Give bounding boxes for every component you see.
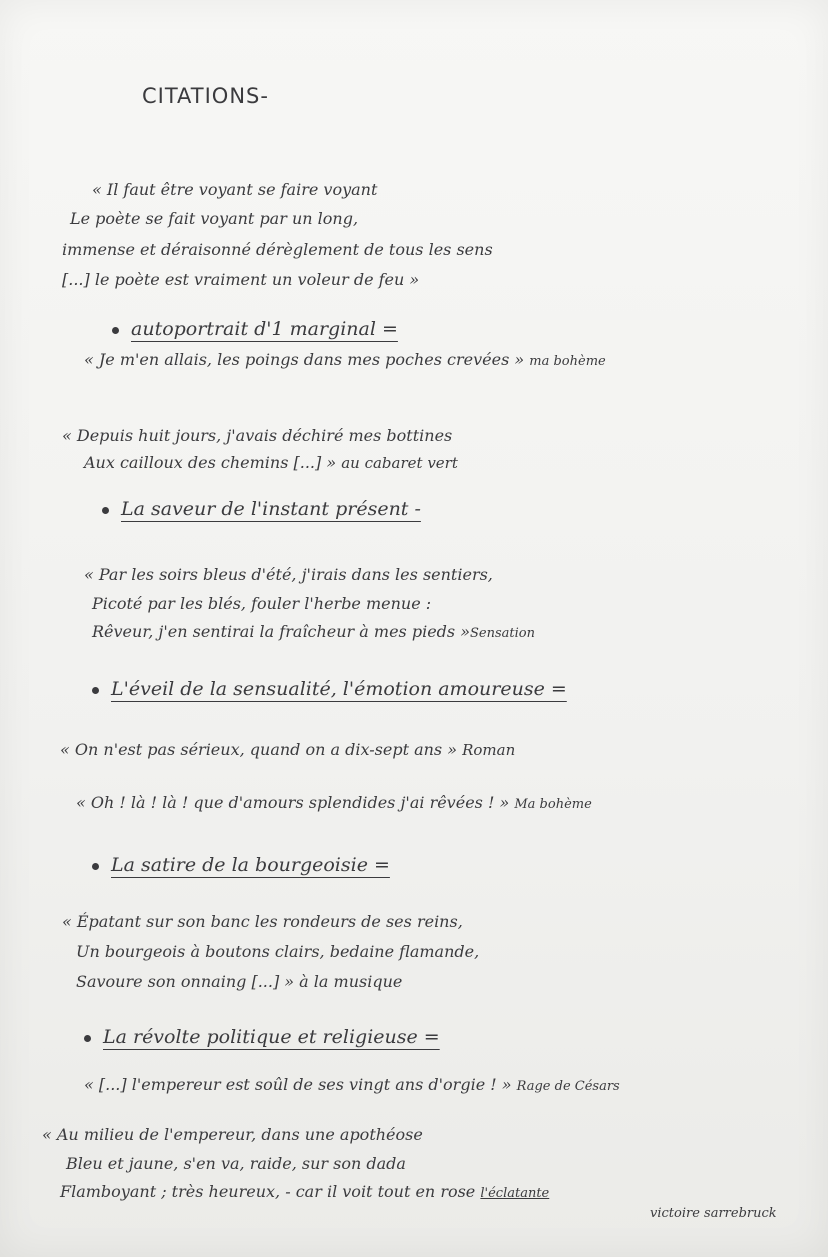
poem-title: Ma bohème	[514, 797, 592, 812]
quote-line: Bleu et jaune, s'en va, raide, sur son dada	[66, 1154, 406, 1173]
poem-title: au cabaret vert	[341, 454, 458, 472]
section-heading: La saveur de l'instant présent -	[102, 498, 421, 520]
quote-line: « Épatant sur son banc les rondeurs de ses reins,	[62, 912, 463, 931]
quote-line: « [...] l'empereur est soûl de ses vingt ans d'orgie ! » Rage de Césars	[84, 1075, 620, 1094]
quote-line: Le poète se fait voyant par un long,	[70, 209, 359, 228]
annotation: victoire sarrebruck	[650, 1206, 777, 1221]
quote-line: Flamboyant ; très heureux, - car il voit tout en rose l'éclatante	[60, 1182, 550, 1201]
poem-title: ma bohème	[529, 354, 606, 369]
quote-line: Aux cailloux des chemins [...] » au cabaret vert	[84, 453, 458, 472]
quote-line: « Je m'en allais, les poings dans mes poches crevées » ma bohème	[84, 350, 606, 369]
quote-line: Picoté par les blés, fouler l'herbe menue :	[92, 594, 432, 613]
quote-line: « Par les soirs bleus d'été, j'irais dans les sentiers,	[84, 565, 493, 584]
bullet-icon	[102, 507, 109, 514]
quote-line: « Depuis huit jours, j'avais déchiré mes bottines	[62, 426, 453, 445]
poem-title: Rage de Césars	[516, 1079, 620, 1094]
poem-title: Sensation	[470, 626, 535, 641]
quote-line: « Il faut être voyant se faire voyant	[92, 180, 378, 199]
section-heading: autoportrait d'1 marginal =	[112, 318, 398, 340]
quote-line: Rêveur, j'en sentirai la fraîcheur à mes pieds »Sensation	[92, 622, 535, 641]
quote-line: « On n'est pas sérieux, quand on a dix-sept ans » Roman	[60, 740, 516, 759]
page-title: CITATIONS-	[142, 84, 269, 108]
quote-line: « Oh ! là ! là ! que d'amours splendides j'ai rêvées ! » Ma bohème	[76, 793, 592, 812]
annotation: l'éclatante	[480, 1186, 550, 1201]
section-heading: La satire de la bourgeoisie =	[92, 854, 390, 876]
poem-title: à la musique	[299, 972, 403, 991]
bullet-icon	[112, 327, 119, 334]
quote-line: [...] le poète est vraiment un voleur de feu »	[62, 270, 420, 289]
quote-line: immense et déraisonné dérèglement de tous les sens	[62, 240, 493, 259]
bullet-icon	[84, 1035, 91, 1042]
bullet-icon	[92, 863, 99, 870]
poem-title: Roman	[462, 741, 516, 759]
section-heading: La révolte politique et religieuse =	[84, 1026, 440, 1048]
section-heading: L'éveil de la sensualité, l'émotion amoureuse =	[92, 678, 567, 700]
quote-line: « Au milieu de l'empereur, dans une apothéose	[42, 1125, 423, 1144]
quote-line: Savoure son onnaing [...] » à la musique	[76, 972, 403, 991]
bullet-icon	[92, 687, 99, 694]
quote-line: Un bourgeois à boutons clairs, bedaine flamande,	[76, 942, 480, 961]
